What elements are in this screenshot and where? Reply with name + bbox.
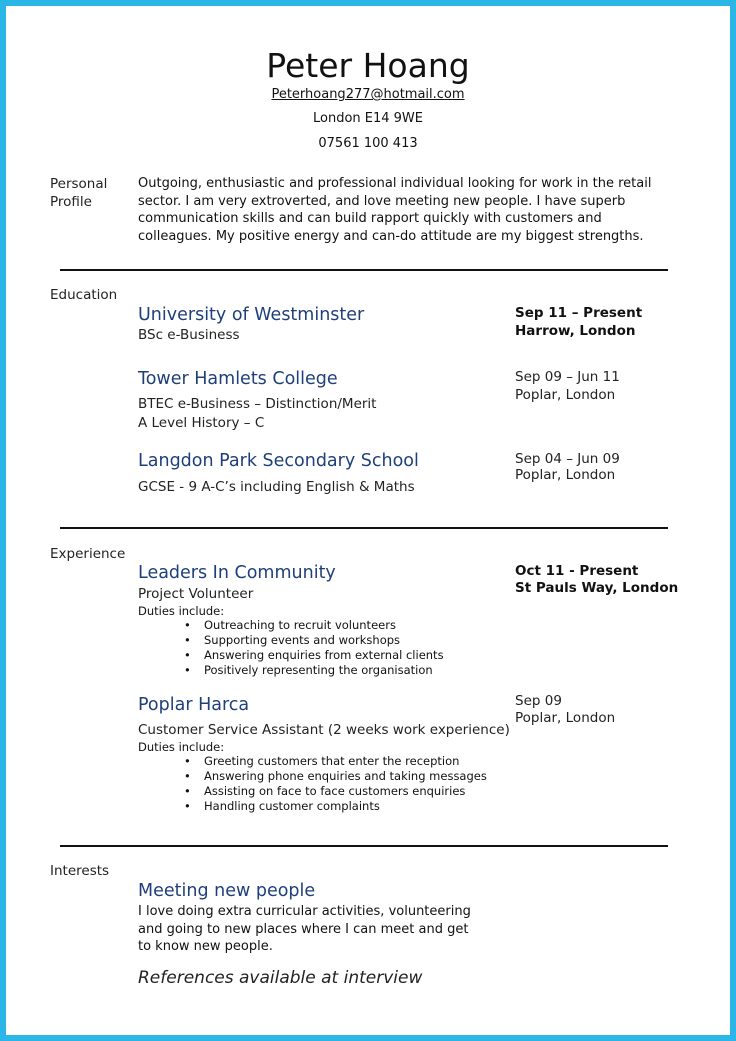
education-institution: Langdon Park Secondary School [138, 451, 419, 471]
address: London E14 9WE [312, 111, 423, 126]
education-date: Sep 11 – Present [515, 305, 643, 321]
profile-label-line2: Profile [50, 194, 92, 210]
experience-date: Oct 11 - Present [515, 563, 639, 579]
list-item: • Handling customer complaints [184, 799, 380, 813]
list-item: • Supporting events and workshops [184, 633, 401, 647]
duties-list [184, 754, 487, 814]
experience-location: St Pauls Way, London [515, 580, 679, 596]
education-date: Sep 04 – Jun 09 [515, 451, 620, 467]
interests-title: Meeting new people [138, 881, 316, 901]
experience-label: Experience [50, 546, 126, 562]
interests-label: Interests [50, 863, 110, 879]
education-location: Poplar, London [515, 387, 616, 403]
profile-text: Outgoing, enthusiastic and professional individual looking for work in the retail sector. I am very extroverted, and love meeting new people. I have superb communication skills and can build rapport quickly with customers and colleagues. My positive energy and can-do attitude are my biggest strengths. [138, 176, 652, 244]
email-link[interactable]: Peterhoang277@hotmail.com [271, 87, 465, 102]
education-institution: University of Westminster [138, 305, 365, 325]
candidate-name: Peter Hoang [266, 46, 470, 85]
duties-list [184, 618, 444, 678]
experience-role: Project Volunteer [138, 586, 254, 602]
experience-organisation: Poplar Harca [138, 695, 250, 715]
section-divider [60, 527, 668, 529]
education-institution: Tower Hamlets College [138, 369, 338, 389]
experience-location: Poplar, London [515, 710, 616, 726]
education-detail: A Level History – C [138, 415, 265, 431]
education-detail: BTEC e-Business – Distinction/Merit [138, 396, 377, 412]
experience-date: Sep 09 [515, 693, 562, 709]
education-location: Harrow, London [515, 323, 636, 339]
references-note: References available at interview [138, 968, 423, 988]
education-detail: BSc e-Business [138, 327, 240, 343]
experience-role: Customer Service Assistant (2 weeks work experience) [138, 722, 510, 738]
list-item: • Answering phone enquiries and taking messages [184, 769, 487, 783]
education-date: Sep 09 – Jun 11 [515, 369, 620, 385]
experience-organisation: Leaders In Community [138, 563, 336, 583]
duties-label: Duties include: [138, 740, 225, 754]
list-item: • Outreaching to recruit volunteers [184, 618, 396, 632]
list-item: • Greeting customers that enter the reception [184, 754, 460, 768]
education-location: Poplar, London [515, 467, 616, 483]
profile-label-line1: Personal [50, 176, 108, 192]
list-item: • Positively representing the organisation [184, 663, 433, 677]
section-divider [60, 269, 668, 271]
section-divider [60, 845, 668, 847]
duties-label: Duties include: [138, 604, 225, 618]
list-item: • Answering enquiries from external clients [184, 648, 444, 662]
education-label: Education [50, 287, 118, 303]
interests-text: I love doing extra curricular activities, volunteering and going to new places where I can meet and get to know new people. [138, 904, 471, 954]
phone-number: 07561 100 413 [318, 136, 418, 151]
education-detail: GCSE - 9 A-C’s including English & Maths [138, 479, 415, 495]
list-item: • Assisting on face to face customers enquiries [184, 784, 466, 798]
